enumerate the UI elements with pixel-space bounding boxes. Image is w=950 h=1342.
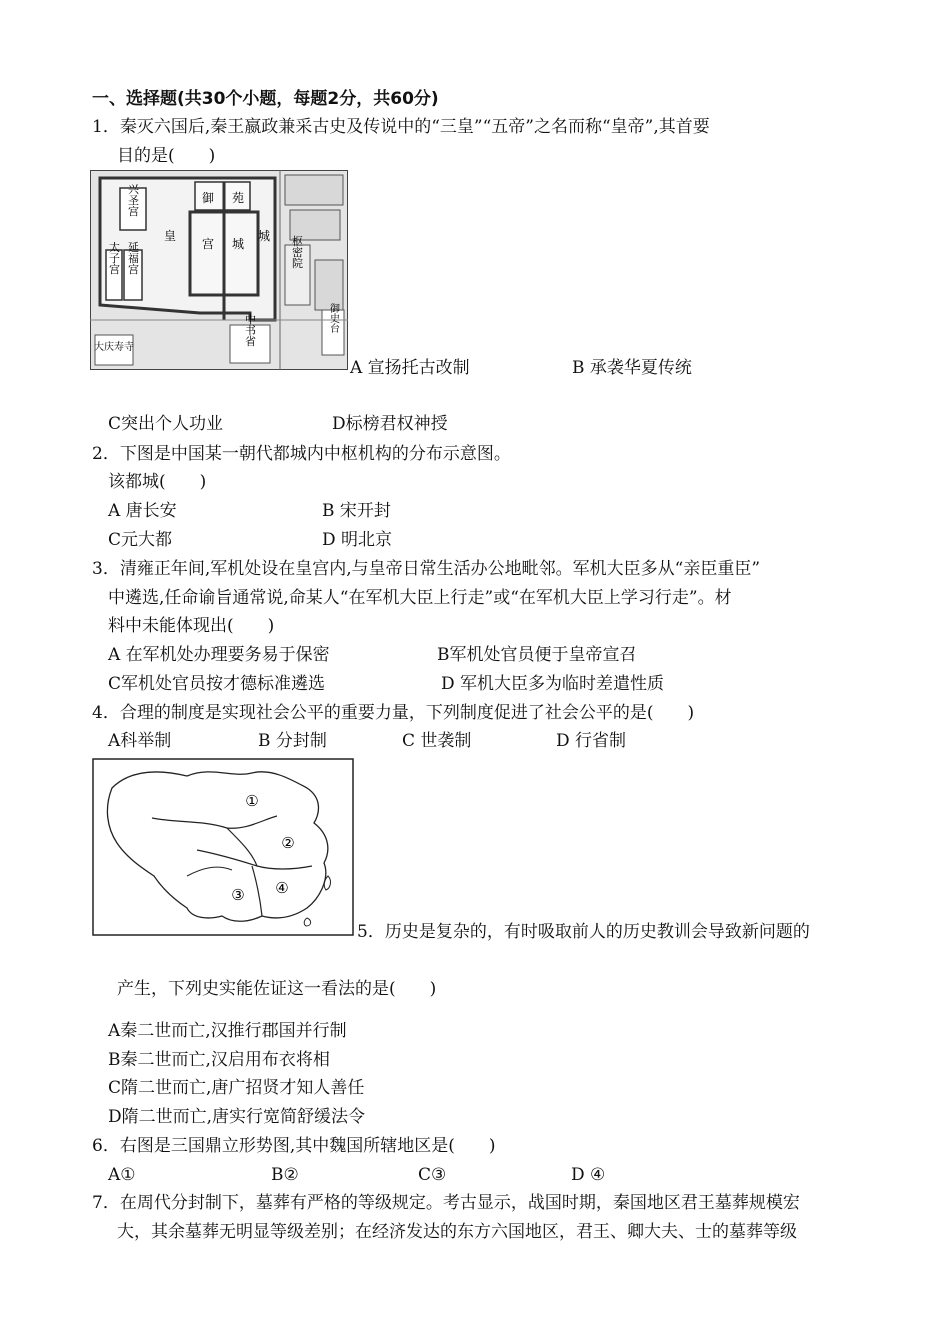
q5-option-c: C隋二世而亡,唐广招贤才知人善任 [108,1078,365,1098]
section-title: 一、选择题(共30个小题，每题2分，共60分) [92,89,439,109]
three-kingdoms-map [92,758,354,936]
label-yushi: 御史台 [327,303,339,333]
q2-option-d: D 明北京 [322,530,393,550]
q4-stem: 4．合理的制度是实现社会公平的重要力量，下列制度促进了社会公平的是( ) [92,703,695,723]
label-yu: 御 [201,191,215,205]
q4-option-c: C 世袭制 [402,731,472,751]
q1-stem-line-1: 1．秦灭六国后,秦王嬴政兼采古史及传说中的“三皇”“五帝”之名而称“皇帝”,其首要 [92,117,710,137]
capital-layout-map [90,170,348,370]
label-huang: 皇 [163,229,177,243]
map-mark-3: ③ [231,886,245,904]
q5-stem-line-2: 产生，下列史实能佐证这一看法的是( ) [117,979,437,999]
label-yanfu: 延福宫 [126,241,140,275]
map-mark-2: ② [281,834,295,852]
three-kingdoms-map-figure [92,758,354,936]
q1-option-a: A 宣扬托古改制 [350,358,470,378]
label-yuan: 苑 [231,191,245,205]
q4-option-a: A科举制 [108,731,172,751]
label-daqing: 大庆寿寺 [94,342,134,353]
q3-stem-line-1: 3．清雍正年间,军机处设在皇宫内,与皇帝日常生活办公地毗邻。军机大臣多从“亲臣重臣” [92,559,761,579]
q2-stem-line-2: 该都城( ) [108,472,207,492]
q3-option-c: C军机处官员按才德标准遴选 [108,674,326,694]
map-mark-1: ① [245,792,259,810]
q2-option-b: B 宋开封 [322,501,391,521]
q1-option-d: D标榜君权神授 [332,414,448,434]
q3-stem-line-2: 中遴选,任命谕旨通常说,命某人“在军机大臣上行走”或“在军机大臣上学习行走”。材 [108,588,732,608]
label-cheng: 城 [231,237,245,251]
label-cheng2: 城 [257,229,271,243]
q7-stem-line-1: 7．在周代分封制下，墓葬有严格的等级规定。考古显示，战国时期，秦国地区君王墓葬规模宏 [92,1193,800,1213]
label-taizi: 太子宫 [107,241,121,275]
capital-layout-figure [90,170,348,370]
label-shumi: 枢密院 [290,235,304,269]
q3-option-d: D 军机大臣多为临时差遣性质 [441,674,665,694]
q5-option-d: D隋二世而亡,唐实行宽简舒缓法令 [108,1107,366,1127]
q1-stem-line-2: 目的是( ) [117,146,216,166]
q6-option-d: D ④ [571,1165,606,1185]
q3-option-a: A 在军机处办理要务易于保密 [108,645,330,665]
q2-option-a: A 唐长安 [108,501,177,521]
q7-stem-line-2: 大，其余墓葬无明显等级差别；在经济发达的东方六国地区，君王、卿大夫、士的墓葬等级 [117,1222,797,1242]
q6-option-a: A① [108,1165,136,1185]
q5-option-a: A秦二世而亡,汉推行郡国并行制 [108,1021,347,1041]
q5-option-b: B秦二世而亡,汉启用布衣将相 [108,1050,330,1070]
q2-stem-line-1: 2．下图是中国某一朝代都城内中枢机构的分布示意图。 [92,444,511,464]
q4-option-b: B 分封制 [258,731,327,751]
label-zhongshu: 中书省 [243,313,257,347]
label-xingsheng: 兴圣宫 [126,183,140,217]
q2-option-c: C元大都 [108,530,173,550]
q3-stem-line-3: 料中未能体现出( ) [108,616,275,636]
q3-option-b: B军机处官员便于皇帝宣召 [437,645,637,665]
q6-option-b: B② [271,1165,299,1185]
label-gong: 宫 [201,237,215,251]
q5-stem-line-1: 5．历史是复杂的，有时吸取前人的历史教训会导致新问题的 [357,922,810,942]
q6-stem: 6．右图是三国鼎立形势图,其中魏国所辖地区是( ) [92,1136,496,1156]
q6-option-c: C③ [418,1165,447,1185]
q1-option-c: C突出个人功业 [108,414,224,434]
map-mark-4: ④ [275,879,289,897]
q1-option-b: B 承袭华夏传统 [572,358,692,378]
q4-option-d: D 行省制 [556,731,627,751]
